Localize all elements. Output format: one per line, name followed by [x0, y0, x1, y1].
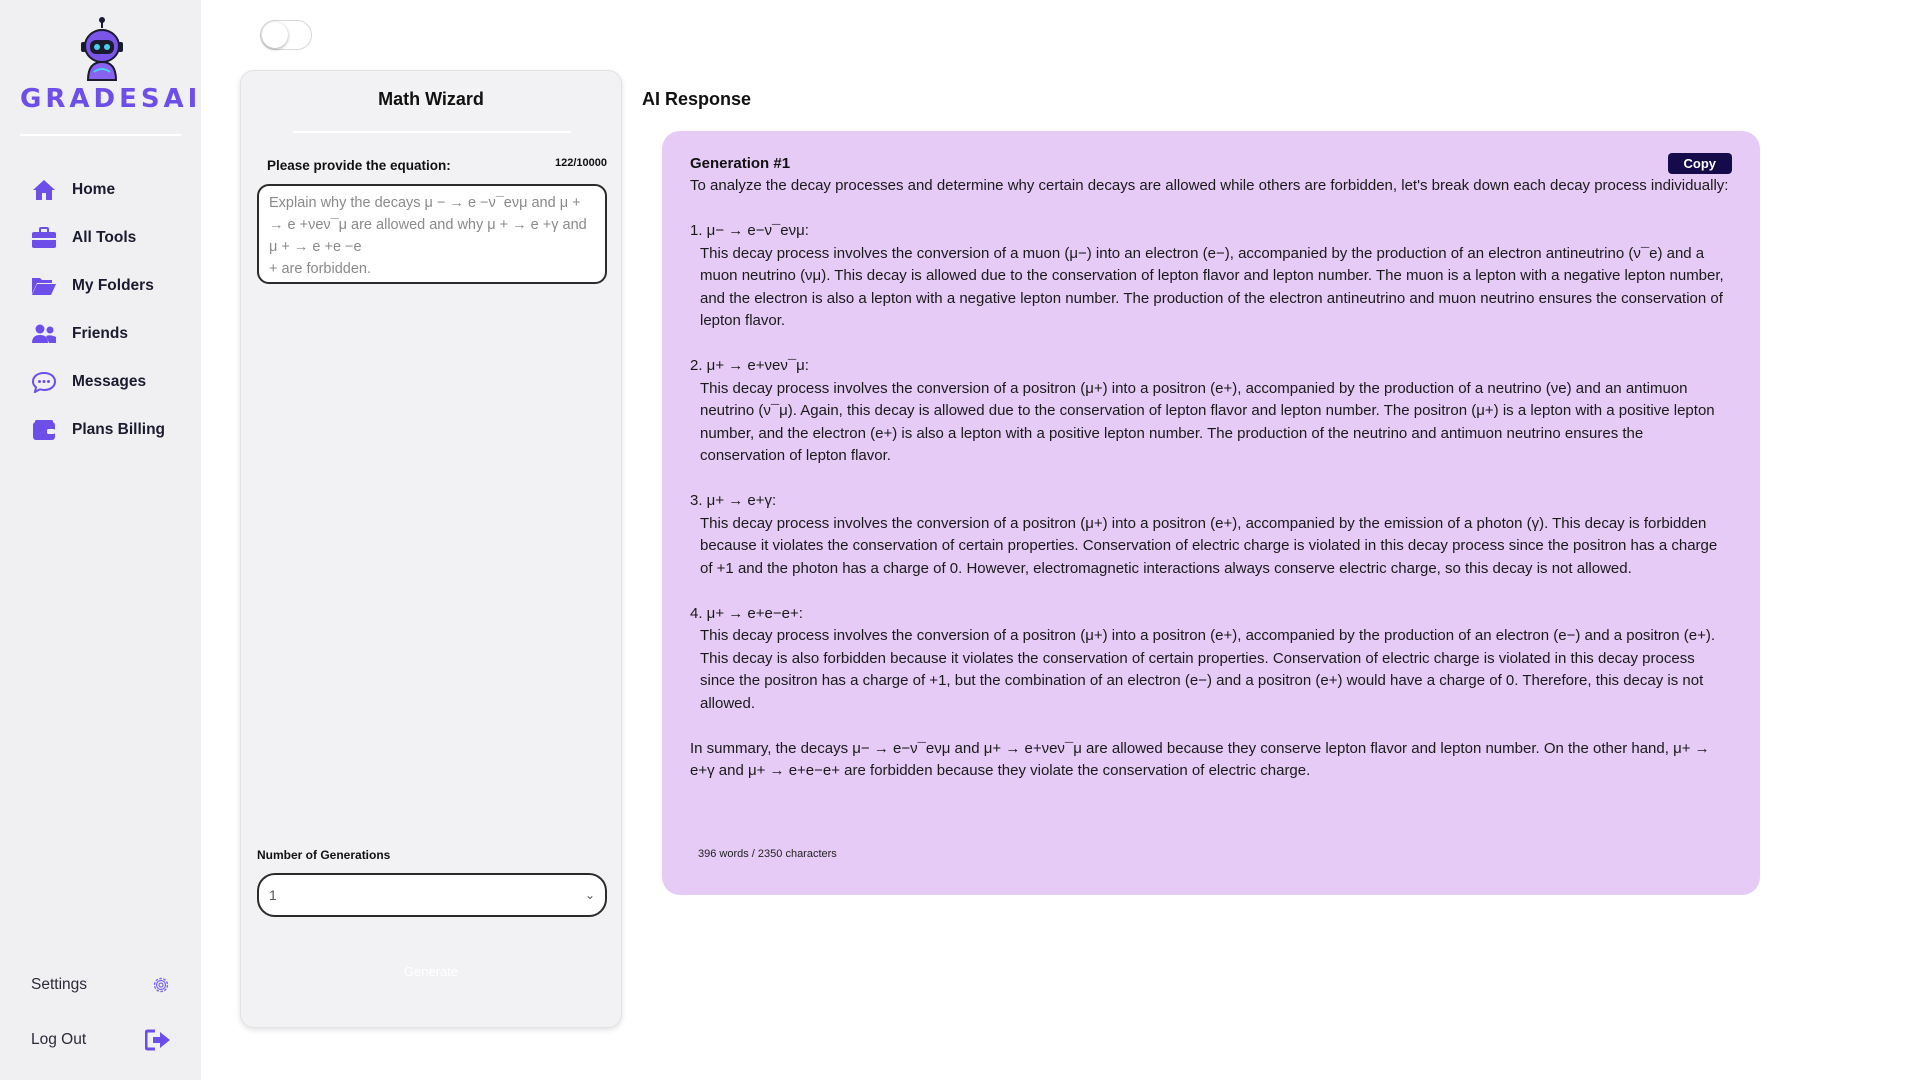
response-text — [690, 175, 1732, 783]
response-item-body: This decay process involves the conversion of a positron (μ+) into a positron (e+), accompanied by the production of a neutrino (νe) and an antimuon neutrino (ν¯μ). Again, this decay is allowed due to the conservation of lepton flavor and lepton number. The positron (μ+) is a lepton with a positive lepton number, and the electron (e+) is also a lepton with a positive lepton number. The production of the neutrino and antimuon neutrino ensures the conservation of lepton flavor. — [700, 379, 1715, 464]
chevron-down-icon: ⌄ — [584, 888, 595, 902]
sidebar-item-my-folders[interactable] — [0, 262, 201, 310]
ai-response-heading: AI Response — [642, 89, 752, 109]
logout-icon — [145, 1029, 171, 1051]
copy-button[interactable]: Copy — [1668, 153, 1733, 174]
settings-label: Settings — [31, 976, 88, 993]
sidebar-item-label: Home — [72, 181, 116, 198]
response-item-title: 4. μ+ → e+e−e+: — [690, 604, 803, 622]
toggle-knob — [262, 22, 288, 48]
chat-icon — [31, 371, 57, 393]
brand-logo[interactable] — [20, 16, 202, 116]
generations-select[interactable] — [257, 873, 607, 917]
response-item-title: 2. μ+ → e+νeν¯μ: — [690, 357, 809, 374]
sidebar-item-label: Messages — [72, 373, 147, 390]
equation-label: Please provide the equation: — [267, 158, 451, 173]
response-item-title: 3. μ+ → e+γ: — [690, 492, 777, 509]
panel-divider — [293, 131, 571, 133]
gear-icon — [151, 975, 171, 995]
wallet-icon — [31, 419, 57, 441]
users-icon — [31, 323, 57, 345]
generations-label: Number of Generations — [257, 848, 391, 862]
response-card — [662, 131, 1760, 895]
folder-icon — [31, 275, 57, 297]
response-item-body: This decay process involves the conversion of a muon (μ−) into an electron (e−), accompanied by the production of an electron antineutrino (ν¯e) and a muon neutrino (νμ). This decay is allowed due to the conservation of lepton flavor and lepton number. The muon is a lepton with a negative lepton number, and the electron is also a lepton with a negative lepton number. The production of the electron antineutrino and muon neutrino ensures the conservation of lepton flavor. — [700, 244, 1724, 329]
response-summary: In summary, the decays μ− → e−ν¯eνμ and μ+ → e+νeν¯μ are allowed because they conserve lepton flavor and lepton number. On the other hand, μ+ → e+γ and μ+ → e+e−e+ are forbidden because they violate the conservation of electric charge. — [690, 739, 1710, 779]
settings-link[interactable] — [31, 975, 171, 995]
sidebar — [0, 0, 201, 1080]
generate-button[interactable]: Generate — [403, 964, 459, 979]
logout-label: Log Out — [31, 1031, 87, 1048]
response-item-title: 1. μ− → e−ν¯eνμ: — [690, 222, 809, 239]
sidebar-nav — [0, 166, 201, 454]
sidebar-item-label: My Folders — [72, 277, 154, 294]
toolbox-icon — [31, 227, 57, 249]
sidebar-divider — [20, 134, 181, 136]
logout-link[interactable] — [31, 1029, 171, 1051]
sidebar-item-home[interactable] — [0, 166, 201, 214]
generations-value: 1 — [269, 887, 277, 903]
response-item-body: This decay process involves the conversion of a positron (μ+) into a positron (e+), accompanied by the emission of a photon (γ). This decay is forbidden because it violates the conservation of certain properties. Conservation of electric charge is violated in this decay process since the positron has a charge of +1 and the photon has a charge of 0. However, electromagnetic interactions always conserve electric charge, so this decay is not allowed. — [700, 514, 1718, 577]
sidebar-item-all-tools[interactable] — [0, 214, 201, 262]
sidebar-item-label: Plans Billing — [72, 421, 166, 438]
response-intro: To analyze the decay processes and determine why certain decays are allowed while others are forbidden, let's break down each decay process individually: — [690, 177, 1729, 194]
home-icon — [31, 179, 57, 201]
equation-input[interactable]: Explain why the decays μ − → e −ν¯eνμ and μ + → e +νeν¯μ are allowed and why μ + → e +γ and μ + → e +e −e + are forbidden. — [257, 184, 607, 284]
tool-panel — [240, 70, 622, 1028]
sidebar-item-label: Friends — [72, 325, 128, 342]
char-counter: 122/10000 — [555, 157, 607, 169]
sidebar-item-friends[interactable] — [0, 310, 201, 358]
theme-toggle[interactable] — [260, 20, 312, 50]
response-card-header — [690, 153, 1732, 173]
sidebar-item-messages[interactable] — [0, 358, 201, 406]
response-stats: 396 words / 2350 characters — [698, 848, 837, 860]
brand-name: GRADESAI — [20, 84, 202, 114]
response-item-body: This decay process involves the conversion of a positron (μ+) into a positron (e+), accompanied by the production of an electron (e−) and a positron (e+). This decay is also forbidden because it violates the conservation of certain properties. Conservation of electric charge is violated in this decay process since the positron has a charge of +1, but the combination of an electron (e−) and a positron (e+) would have a charge of 0. Therefore, this decay is not allowed. — [700, 627, 1716, 712]
sidebar-item-plans-billing[interactable] — [0, 406, 201, 454]
generation-title: Generation #1 — [690, 154, 791, 172]
tool-title: Math Wizard — [378, 89, 484, 109]
sidebar-item-label: All Tools — [72, 229, 137, 246]
robot-logo-icon — [76, 16, 128, 82]
